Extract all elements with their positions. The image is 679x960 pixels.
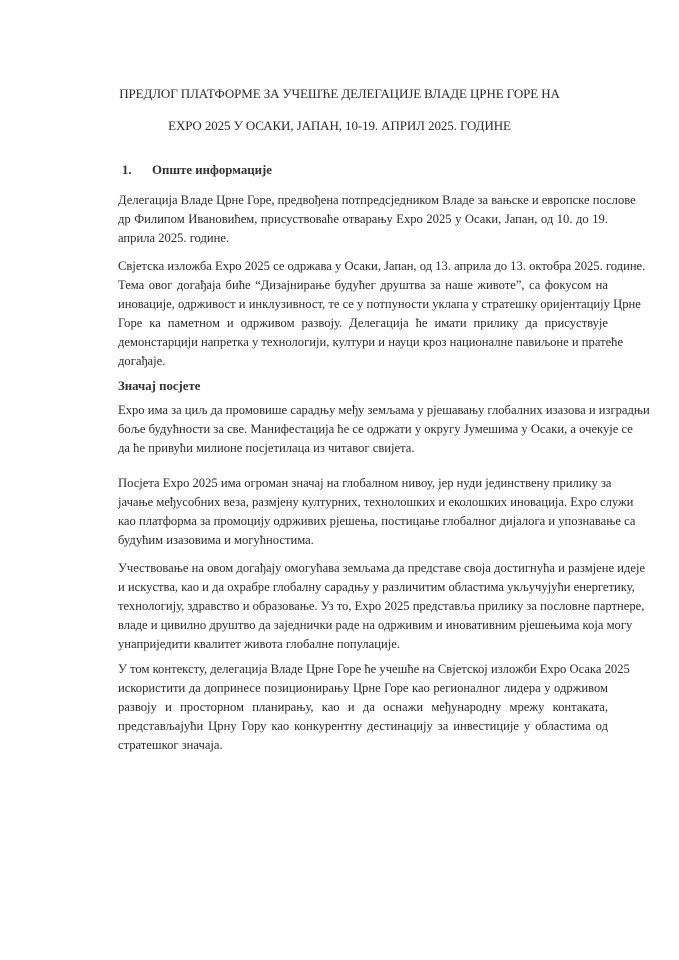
- paragraph-line: боље будућности за све. Манифестација ће се одржати у округу Јумешима у Осаки, а очекује се: [118, 422, 633, 436]
- paragraph-line: развоју и просторном планирању, као и да оснажи међународну мрежу контаката,: [118, 700, 608, 714]
- section-heading-general-info: Опште информације: [152, 163, 272, 177]
- paragraph-line: унаприједити квалитет живота глобалне популације.: [118, 637, 400, 651]
- paragraph-line: Expo има за циљ да промовише сарадњу међу земљама у рјешавању глобалних изазова и изградњи: [118, 403, 650, 417]
- paragraph-line: искористити да допринесе позиционирању Црне Горе као регионалног лидера у одрживом: [118, 681, 608, 695]
- paragraph-line: Посјета Expo 2025 има огроман значај на глобалном нивоу, јер нуди јединствену прилику за: [118, 476, 612, 490]
- paragraph-line: Делегација Владе Црне Горе, предвођена потпредсједником Владе за вањске и европске послове: [118, 193, 636, 207]
- paragraph-line: априла 2025. године.: [118, 231, 230, 245]
- document-title-line-1: ПРЕДЛОГ ПЛАТФОРМЕ ЗА УЧЕШЋЕ ДЕЛЕГАЦИЈЕ ВЛАДЕ ЦРНЕ ГОРЕ НА: [119, 86, 560, 101]
- paragraph-line: иновације, одрживост и инклузивност, те се у потпуности уклапа у стратешку оријентацију Црне: [118, 297, 641, 311]
- paragraph-line: Свјетска изложба Expo 2025 се одржава у Осаки, Јапан, од 13. априла до 13. октобра 2025. године.: [118, 259, 646, 273]
- paragraph-line: и искуства, као и да охрабре глобалну сарадњу у различитим областима укључујући енергетику,: [118, 580, 635, 594]
- section-heading-significance: Значај посјете: [118, 379, 201, 393]
- paragraph-line: да ће привући милионе посјетилаца из читавог свијета.: [118, 441, 415, 455]
- document-title-line-2: EXPO 2025 У ОСАКИ, ЈАПАН, 10-19. АПРИЛ 2025. ГОДИНЕ: [168, 118, 511, 133]
- paragraph-line: Горе ка паметном и одрживом развоју. Делегација ће имати прилику да присуствује: [118, 316, 608, 330]
- paragraph-line: јачање међусобних веза, размјену културних, технолошких и еколошких иновација. Expo служи: [118, 495, 634, 509]
- section-number: 1.: [122, 163, 132, 177]
- paragraph-line: представљајући Црну Гору као конкурентну дестинацију за инвестиције у областима од: [118, 719, 608, 733]
- paragraph-line: др Филипом Ивановићем, присуствоваће отварању Expo 2025 у Осаки, Јапан, од 10. до 19.: [118, 212, 608, 226]
- paragraph-line: догађаје.: [118, 354, 166, 368]
- paragraph-line: као платформа за промоцију одрживих рјешења, постицање глобалног дијалога и упознавање са: [118, 514, 636, 528]
- paragraph-line: Тема овог догађаја биће “Дизајнирање будућег друштва за наше животе”, са фокусом на: [118, 278, 608, 292]
- paragraph-line: будућим изазовима и могућностима.: [118, 533, 314, 547]
- paragraph-line: Учествовање на овом догађају омогућава земљама да представе своја достигнућа и размјене идеје: [118, 561, 646, 575]
- paragraph-line: владе и цивилно друштво да заједнички раде на одрживим и иновативним рјешењима која могу: [118, 618, 633, 632]
- paragraph-line: технологију, здравство и образовање. Уз то, Expo 2025 представља прилику за пословне партнере,: [118, 599, 645, 613]
- paragraph-line: стратешког значаја.: [118, 738, 223, 752]
- paragraph-line: демонстарцији напретка у технологији, култури и науци кроз националне павиљоне и пратеће: [118, 335, 624, 349]
- paragraph-line: У том контексту, делегација Владе Црне Горе ће учешће на Свјетској изложби Expo Осака 2025: [118, 662, 630, 676]
